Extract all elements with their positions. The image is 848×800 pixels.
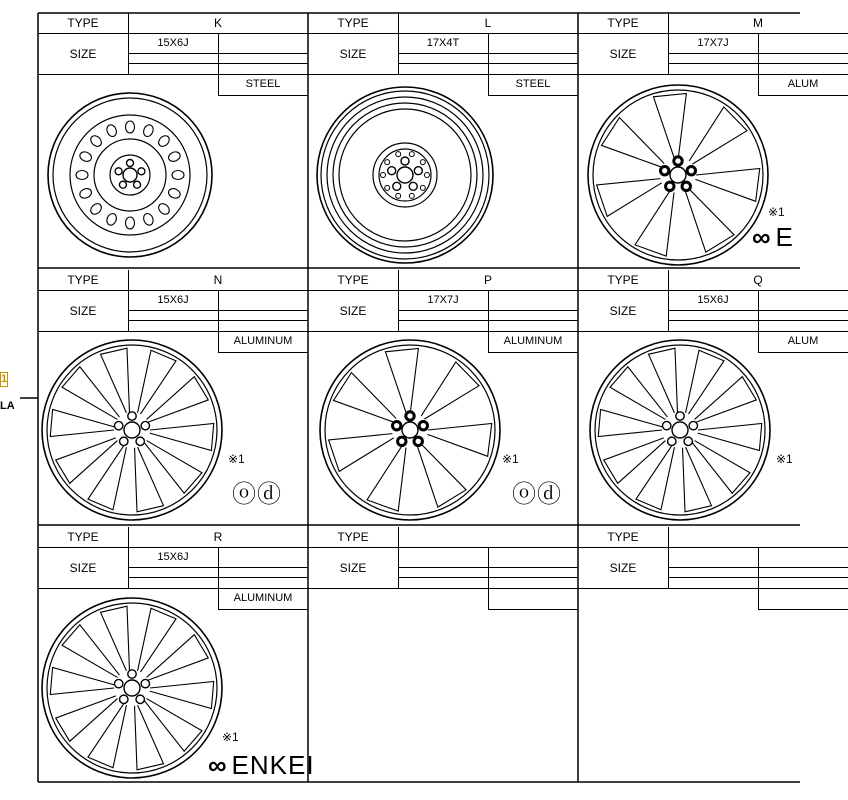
type-value: Q [753, 273, 763, 287]
grid-line [488, 352, 578, 353]
grid-line [398, 527, 399, 589]
grid-line [668, 310, 848, 311]
grid-line [38, 33, 308, 34]
grid-line [578, 290, 848, 291]
note-mark: ※1 [776, 452, 793, 466]
grid-line [398, 320, 578, 321]
grid-line [398, 577, 578, 578]
size-value: 17X7J [427, 294, 459, 306]
type-label: TYPE [67, 16, 99, 30]
valve-icon: ⓞⓓ [512, 481, 562, 508]
size-label: SIZE [339, 47, 367, 61]
grid-line [38, 588, 308, 589]
type-label: TYPE [67, 273, 99, 287]
valve-icon: ⓞⓓ [232, 481, 282, 508]
size-value: 15X6J [157, 294, 189, 306]
brand-text: E [775, 222, 794, 252]
grid-line [218, 352, 308, 353]
type-value: R [213, 530, 223, 544]
grid-line [668, 567, 848, 568]
side-marker-label: LA [0, 400, 15, 412]
grid-line [308, 547, 578, 548]
type-value: N [213, 273, 223, 287]
type-label: TYPE [337, 273, 369, 287]
type-label: TYPE [607, 273, 639, 287]
wheel-cell [308, 13, 578, 268]
type-label: TYPE [607, 530, 639, 544]
grid-line [398, 567, 578, 568]
grid-line [578, 588, 848, 589]
grid-line [308, 33, 578, 34]
wheel-cell [38, 13, 308, 268]
grid-line [758, 95, 848, 96]
grid-line [128, 310, 308, 311]
size-value: 17X7J [697, 37, 729, 49]
wheel-cell [578, 527, 848, 782]
brand-mark [752, 222, 794, 253]
grid-line [308, 290, 578, 291]
enkei-logo-icon: ∞ [208, 750, 228, 780]
wheel-cell [38, 527, 308, 782]
type-label: TYPE [337, 16, 369, 30]
grid-line [488, 609, 578, 610]
grid-line [308, 74, 578, 75]
size-label: SIZE [69, 561, 97, 575]
grid-line [758, 609, 848, 610]
size-value: 15X6J [157, 551, 189, 563]
grid-line [128, 320, 308, 321]
type-label: TYPE [337, 530, 369, 544]
note-mark: ※1 [502, 452, 519, 466]
size-value: 15X6J [697, 294, 729, 306]
grid-line [578, 547, 848, 548]
wheel-cell [578, 13, 848, 268]
wheel-cell [578, 270, 848, 525]
grid-line [668, 527, 669, 589]
size-label: SIZE [339, 561, 367, 575]
enkei-logo-icon: ∞ [752, 222, 772, 252]
grid-line [578, 74, 848, 75]
size-value: 15X6J [157, 37, 189, 49]
side-marker-box: 1 [1, 373, 8, 385]
grid-line [578, 331, 848, 332]
type-value: M [753, 16, 763, 30]
grid-line [218, 609, 308, 610]
material-value: ALUMINUM [233, 335, 293, 347]
size-label: SIZE [69, 304, 97, 318]
grid-line [398, 310, 578, 311]
wheel-cell [308, 527, 578, 782]
grid-line [38, 74, 308, 75]
type-value: K [213, 16, 222, 30]
grid-line [668, 53, 848, 54]
note-mark: ※1 [228, 452, 245, 466]
size-label: SIZE [609, 561, 637, 575]
material-value: ALUM [787, 335, 819, 347]
size-label: SIZE [609, 304, 637, 318]
material-value: ALUMINUM [503, 335, 563, 347]
grid-line [578, 33, 848, 34]
material-value: STEEL [245, 78, 281, 90]
grid-line [308, 588, 578, 589]
size-label: SIZE [69, 47, 97, 61]
note-mark: ※1 [222, 730, 239, 744]
size-value: 17X4T [426, 37, 460, 49]
grid-line [128, 53, 308, 54]
grid-line [128, 577, 308, 578]
material-value: ALUMINUM [233, 592, 293, 604]
grid-line [758, 589, 759, 609]
grid-line [38, 331, 308, 332]
note-mark: ※1 [768, 205, 785, 219]
grid-line [218, 95, 308, 96]
type-value: P [483, 273, 492, 287]
material-value: STEEL [515, 78, 551, 90]
grid-line [128, 63, 308, 64]
grid-line [38, 290, 308, 291]
material-value: ALUM [787, 78, 819, 90]
grid-line [38, 547, 308, 548]
type-label: TYPE [67, 530, 99, 544]
type-value: L [484, 16, 492, 30]
grid-line [668, 320, 848, 321]
grid-line [308, 331, 578, 332]
size-label: SIZE [339, 304, 367, 318]
size-label: SIZE [609, 47, 637, 61]
type-label: TYPE [607, 16, 639, 30]
grid-line [128, 567, 308, 568]
grid-line [488, 95, 578, 96]
grid-line [398, 53, 578, 54]
grid-line [488, 589, 489, 609]
grid-line [668, 577, 848, 578]
grid-line [668, 63, 848, 64]
grid-line [758, 352, 848, 353]
brand-text: ENKEI [231, 750, 315, 780]
grid-line [398, 63, 578, 64]
brand-mark [208, 750, 315, 781]
